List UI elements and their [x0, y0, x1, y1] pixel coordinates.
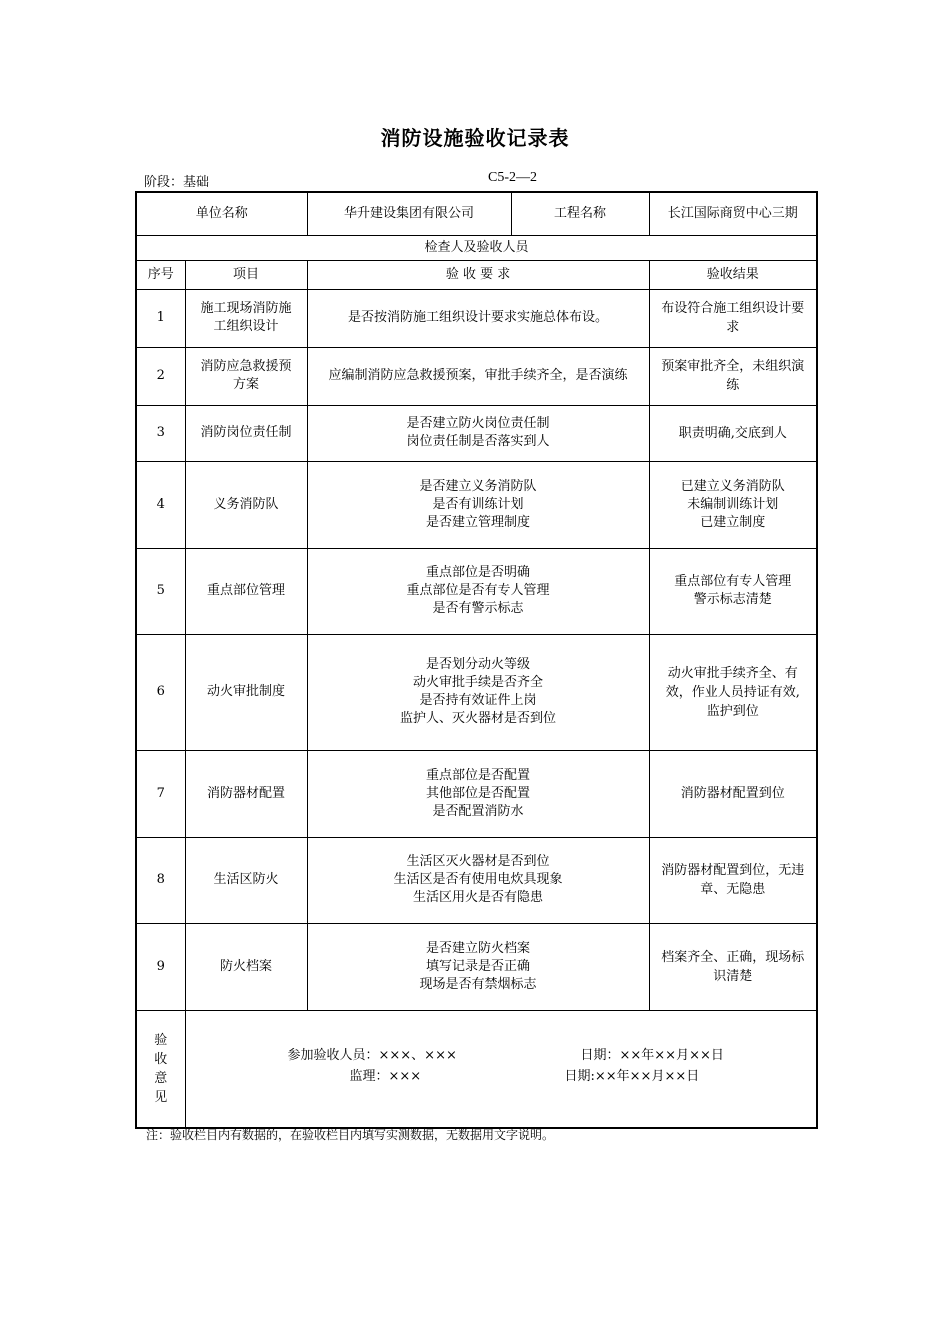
section-row [136, 235, 817, 260]
result-line: 布设符合施工组织设计要求 [661, 301, 805, 335]
requirement-line: 应编制消防应急救援预案，审批手续齐全，是否演练 [328, 368, 628, 383]
row-seq: 7 [136, 750, 185, 837]
requirement-line: 是否建立防火档案 [426, 940, 531, 956]
table-row [136, 461, 817, 548]
requirement-line: 生活区用火是否有隐患 [413, 890, 544, 905]
col-requirement-header: 验 收 要 求 [307, 260, 649, 289]
row-requirement [307, 289, 649, 347]
result-line: 动火审批手续齐全、有效，作业人员持证有效,监护到位 [665, 665, 800, 719]
row-requirement [307, 634, 649, 750]
supervisor-text: 监理：××× [349, 1068, 422, 1084]
col-result-header: 验收结果 [649, 260, 817, 289]
row-seq: 3 [136, 405, 185, 461]
result-line: 消防器材配置到位，无违章、无隐患 [661, 863, 805, 897]
opinion-content [185, 1010, 817, 1128]
header-row [136, 192, 817, 235]
requirement-line: 是否配置消防水 [432, 803, 524, 819]
requirement-line: 生活区灭火器材是否到位 [406, 854, 550, 869]
requirement-line: 重点部位是否有专人管理 [406, 583, 550, 598]
requirement-line: 其他部位是否配置 [426, 785, 531, 801]
result-line: 未编制训练计划 [687, 496, 779, 512]
opinion-row [136, 1010, 817, 1128]
table-row [136, 837, 817, 923]
opinion-label-char: 验 [154, 1032, 168, 1048]
opinion-label-char: 收 [154, 1051, 168, 1067]
column-header-row [136, 260, 817, 289]
requirement-line: 重点部位是否配置 [426, 767, 531, 783]
row-item: 生活区防火 [185, 837, 307, 923]
row-result [649, 634, 817, 750]
row-requirement [307, 750, 649, 837]
row-seq: 1 [136, 289, 185, 347]
row-requirement [307, 405, 649, 461]
participants-text: 参加验收人员：×××、××× [287, 1047, 457, 1063]
row-seq: 9 [136, 923, 185, 1010]
requirement-line: 是否有警示标志 [432, 601, 524, 616]
table-row [136, 548, 817, 634]
requirement-line: 是否建立管理制度 [426, 514, 531, 530]
row-result [649, 461, 817, 548]
row-requirement [307, 548, 649, 634]
opinion-label [136, 1010, 185, 1128]
result-line: 已建立制度 [700, 514, 766, 530]
row-result [649, 923, 817, 1010]
requirement-line: 重点部位是否明确 [426, 565, 531, 580]
participants-date: 日期：××年××月××日 [580, 1047, 724, 1063]
result-line: 重点部位有专人管理 [674, 574, 792, 589]
row-result [649, 289, 817, 347]
requirement-line: 现场是否有禁烟标志 [419, 976, 537, 992]
row-item: 义务消防队 [185, 461, 307, 548]
row-result [649, 405, 817, 461]
row-item: 施工现场消防施工组织设计 [185, 289, 307, 347]
footnote: 注：验收栏目内有数据的，在验收栏目内填写实测数据，无数据用文字说明。 [146, 1128, 555, 1142]
requirement-line: 生活区是否有使用电炊具现象 [393, 872, 563, 887]
row-result [649, 347, 817, 405]
table-row [136, 923, 817, 1010]
row-item: 防火档案 [185, 923, 307, 1010]
row-seq: 8 [136, 837, 185, 923]
col-item-header: 项目 [185, 260, 307, 289]
result-line: 预案审批齐全，未组织演练 [661, 359, 805, 393]
row-result [649, 548, 817, 634]
row-seq: 5 [136, 548, 185, 634]
rows-body [136, 289, 817, 1010]
table-row [136, 289, 817, 347]
supervisor-date: 日期:××年××月××日 [564, 1068, 700, 1084]
requirement-line: 是否持有效证件上岗 [419, 693, 537, 708]
row-requirement [307, 837, 649, 923]
row-item: 重点部位管理 [185, 548, 307, 634]
row-result [649, 837, 817, 923]
row-item: 消防器材配置 [185, 750, 307, 837]
col-seq-header: 序号 [136, 260, 185, 289]
requirement-line: 是否按消防施工组织设计要求实施总体布设。 [348, 310, 609, 325]
opinion-label-char: 意 [154, 1070, 168, 1086]
table-row [136, 347, 817, 405]
result-line: 警示标志清楚 [693, 592, 772, 607]
result-line: 已建立义务消防队 [680, 478, 785, 494]
requirement-line: 岗位责任制是否落实到人 [406, 434, 550, 449]
row-item: 消防岗位责任制 [185, 405, 307, 461]
table-row [136, 634, 817, 750]
requirement-line: 填写记录是否正确 [426, 958, 531, 974]
page-title: 消防设施验收记录表 [380, 126, 570, 150]
requirement-line: 动火审批手续是否齐全 [413, 675, 544, 690]
table-row [136, 405, 817, 461]
opinion-label-char: 见 [154, 1089, 168, 1105]
row-item: 消防应急救援预方案 [185, 347, 307, 405]
project-name-value: 长江国际商贸中心三期 [649, 192, 817, 235]
requirement-line: 监护人、灭火器材是否到位 [400, 711, 557, 726]
row-requirement [307, 923, 649, 1010]
requirement-line: 是否建立义务消防队 [419, 478, 537, 494]
requirement-line: 是否划分动火等级 [426, 657, 531, 672]
result-line: 消防器材配置到位 [680, 786, 785, 801]
table-row [136, 750, 817, 837]
result-line: 职责明确,交底到人 [678, 425, 787, 441]
row-result [649, 750, 817, 837]
stage-label: 阶段：基础 [144, 175, 210, 190]
row-requirement [307, 347, 649, 405]
row-requirement [307, 461, 649, 548]
requirement-line: 是否有训练计划 [432, 496, 524, 512]
row-seq: 2 [136, 347, 185, 405]
section-title: 检查人及验收人员 [136, 235, 817, 260]
requirement-line: 是否建立防火岗位责任制 [406, 416, 550, 431]
row-seq: 4 [136, 461, 185, 548]
form-code: C5-2—2 [488, 170, 537, 185]
row-seq: 6 [136, 634, 185, 750]
unit-name-label: 单位名称 [136, 192, 307, 235]
row-item: 动火审批制度 [185, 634, 307, 750]
project-name-label: 工程名称 [511, 192, 649, 235]
inspection-table [135, 191, 818, 1129]
unit-name-value: 华升建设集团有限公司 [307, 192, 511, 235]
result-line: 档案齐全、正确，现场标识清楚 [661, 949, 805, 984]
